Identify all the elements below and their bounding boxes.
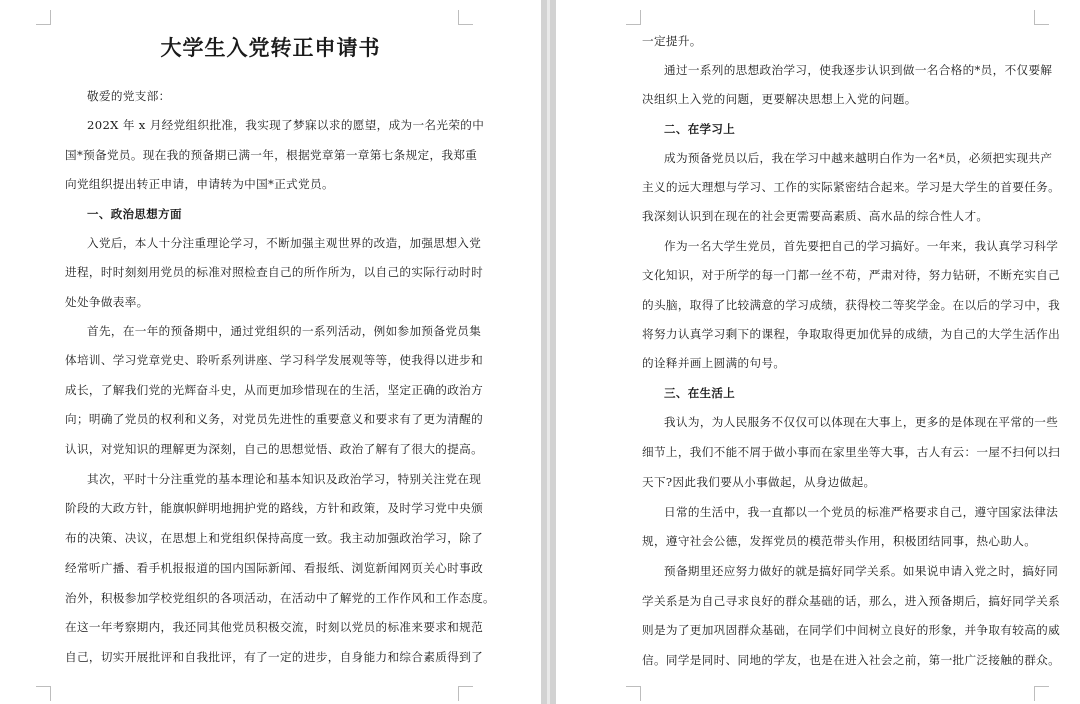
paragraph-line: 则是为了更加巩固群众基础，在同学们中间树立良好的形象，并争取有较高的威 — [642, 623, 1061, 637]
paragraph-line: 入党后，本人十分注重理论学习，不断加强主观世界的改造，加强思想入党 — [87, 236, 482, 250]
section-heading: 二、在学习上 — [664, 122, 736, 136]
paragraph-line: 经常听广播、看手机报报道的国内国际新闻、看报纸、浏览新闻网页关心时事政 — [65, 561, 484, 575]
paragraph-line: 自己，切实开展批评和自我批评，有了一定的进步，自身能力和综合素质得到了 — [65, 650, 484, 664]
paragraph-line: 主义的远大理想与学习、工作的实际紧密结合起来。学习是大学生的首要任务。 — [642, 180, 1061, 194]
paragraph-line: 预备期里还应努力做好的就是搞好同学关系。如果说申请入党之时，搞好同 — [664, 564, 1059, 578]
paragraph-line: 成长，了解我们党的光辉奋斗史，从而更加珍惜现在的生活，坚定正确的政治方 — [65, 383, 484, 397]
paragraph-line: 向；明确了党员的权利和义务，对党员先进性的重要意义和要求有了更为清醒的 — [65, 412, 484, 426]
paragraph-line: 阶段的大政方针，能旗帜鲜明地拥护党的路线，方针和政策，及时学习党中央颁 — [65, 501, 484, 515]
crop-mark — [458, 10, 473, 25]
page-gutter — [541, 0, 556, 704]
section-heading: 三、在生活上 — [664, 386, 736, 400]
paragraph-line: 信。同学是同时、同地的学友，也是在进入社会之前，第一批广泛接触的群众。 — [642, 653, 1061, 667]
section-heading: 一、政治思想方面 — [87, 207, 182, 221]
paragraph-line: 202X 年 x 月经党组织批准，我实现了梦寐以求的愿望，成为一名光荣的中 — [87, 118, 485, 132]
paragraph-line: 进程，时时刻刻用党员的标准对照检查自己的所作所为，以自己的实际行动时时 — [65, 265, 484, 279]
paragraph-line: 处处争做表率。 — [65, 295, 149, 309]
paragraph-line: 治外，积极参加学校党组织的各项活动，在活动中了解党的工作作风和工作态度。 — [65, 591, 495, 605]
paragraph-line: 将努力认真学习剩下的课程，争取取得更加优异的成绩，为自己的大学生活作出 — [642, 327, 1061, 341]
paragraph-line: 作为一名大学生党员，首先要把自己的学习搞好。一年来，我认真学习科学 — [664, 239, 1059, 253]
document-title: 大学生入党转正申请书 — [160, 35, 381, 60]
paragraph-line: 的头脑，取得了比较满意的学习成绩，获得校二等奖学金。在以后的学习中，我 — [642, 298, 1061, 312]
paragraph-line: 决组织上入党的问题，更要解决思想上入党的问题。 — [642, 92, 917, 106]
paragraph-line: 我深刻认识到在现在的社会更需要高素质、高水品的综合性人才。 — [642, 209, 989, 223]
paragraph-line: 一定提升。 — [642, 34, 702, 48]
paragraph-line: 首先，在一年的预备期中，通过党组织的一系列活动，例如参加预备党员集 — [87, 324, 482, 338]
paragraph-line: 细节上，我们不能不屑于做小事而在家里坐等大事，古人有云：一屋不扫何以扫 — [642, 445, 1061, 459]
paragraph-line: 国*预备党员。现在我的预备期已满一年，根据党章第一章第七条规定，我郑重 — [65, 148, 478, 162]
paragraph-line: 通过一系列的思想政治学习，使我逐步认识到做一名合格的*员，不仅要解 — [664, 63, 1053, 77]
paragraph-line: 在这一年考察期内，我还同其他党员积极交流，时刻以党员的标准来要求和规范 — [65, 620, 484, 634]
paragraph-line: 天下?因此我们要从小事做起，从身边做起。 — [642, 475, 876, 489]
paragraph-line: 日常的生活中，我一直都以一个党员的标准严格要求自己，遵守国家法律法 — [664, 505, 1059, 519]
paragraph-line: 成为预备党员以后，我在学习中越来越明白作为一名*员，必须把实现共产 — [664, 151, 1053, 165]
paragraph-line: 布的决策、决议，在思想上和党组织保持高度一致。我主动加强政治学习，除了 — [65, 531, 484, 545]
crop-mark — [1034, 10, 1049, 25]
paragraph-line: 其次，平时十分注重党的基本理论和基本知识及政治学习，特别关注党在现 — [87, 472, 482, 486]
crop-mark — [626, 686, 641, 701]
paragraph-line: 的诠释并画上圆满的句号。 — [642, 356, 786, 370]
paragraph-line: 体培训、学习党章党史、聆听系列讲座、学习科学发展观等等，使我得以进步和 — [65, 353, 484, 367]
paragraph-line: 我认为，为人民服务不仅仅可以体现在大事上，更多的是体现在平常的一些 — [664, 415, 1059, 429]
crop-mark — [458, 686, 473, 701]
salutation: 敬爱的党支部： — [87, 89, 171, 103]
crop-mark — [36, 10, 51, 25]
paragraph-line: 学关系是为自己寻求良好的群众基础的话，那么，进入预备期后，搞好同学关系 — [642, 594, 1061, 608]
crop-mark — [1034, 686, 1049, 701]
crop-mark — [626, 10, 641, 25]
paragraph-line: 向党组织提出转正申请，申请转为中国*正式党员。 — [65, 177, 334, 191]
document-page-right — [556, 0, 1080, 704]
paragraph-line: 认识，对党知识的理解更为深刻，自己的思想觉悟、政治了解有了很大的提高。 — [65, 442, 484, 456]
crop-mark — [36, 686, 51, 701]
paragraph-line: 文化知识，对于所学的每一门都一丝不苟，严肃对待，努力钻研，不断充实自己 — [642, 268, 1061, 282]
paragraph-line: 规，遵守社会公德，发挥党员的模范带头作用，积极团结同事，热心助人。 — [642, 534, 1037, 548]
